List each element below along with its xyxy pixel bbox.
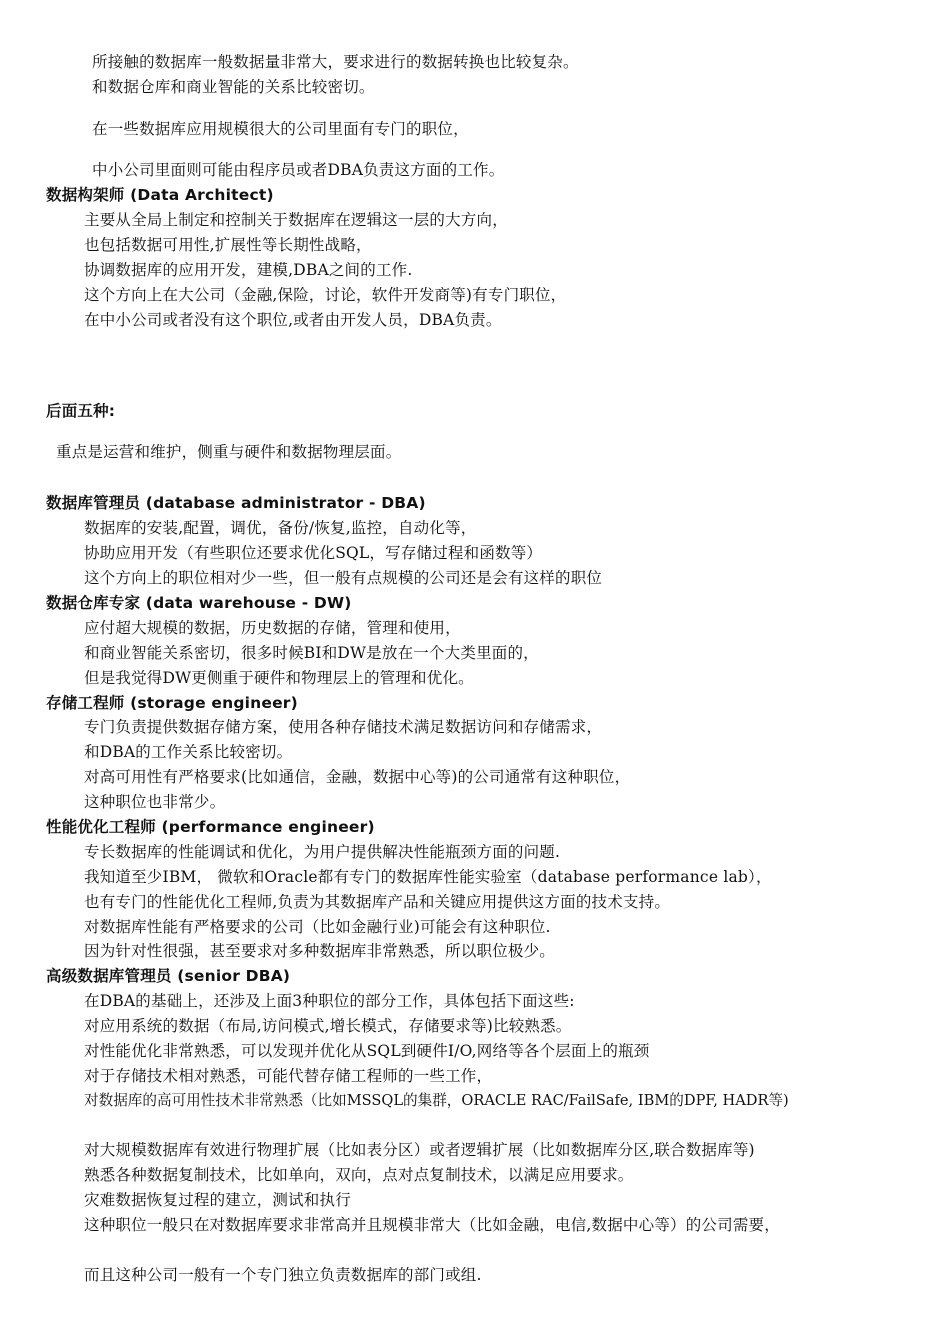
section-heading-storage: 存储工程师 (storage engineer) (46, 694, 298, 712)
architect-line-4: 这个方向上在大公司（金融,保险，讨论，软件开发商等)有专门职位， (84, 286, 567, 304)
storage-line-3: 对高可用性有严格要求(比如通信，金融，数据中心等)的公司通常有这种职位， (84, 768, 631, 786)
architect-line-1: 主要从全局上制定和控制关于数据库在逻辑这一层的大方向， (84, 211, 508, 229)
senior-line-2: 对应用系统的数据（布局,访问模式,增长模式，存储要求等)比较熟悉。 (84, 1017, 572, 1035)
dba-line-1: 数据库的安装,配置，调优，备份/恢复,监控，自动化等， (84, 519, 477, 537)
section-heading-architect: 数据构架师 (Data Architect) (46, 186, 274, 204)
dw-line-3: 但是我觉得DW更侧重于硬件和物理层上的管理和优化。 (84, 669, 474, 687)
section-heading-dw: 数据仓库专家 (data warehouse - DW) (46, 594, 352, 612)
dba-line-2: 协助应用开发（有些职位还要求优化SQL，写存储过程和函数等） (84, 544, 543, 562)
architect-line-3: 协调数据库的应用开发，建模,DBA之间的工作. (84, 261, 413, 279)
senior-line-6: 对大规模数据库有效进行物理扩展（比如表分区）或者逻辑扩展（比如数据库分区,联合数据库等) (84, 1141, 755, 1159)
senior-line-9: 这种职位一般只在对数据库要求非常高并且规模非常大（比如金融，电信,数据中心等）的公司需要， (84, 1216, 780, 1234)
section-heading-senior-dba: 高级数据库管理员 (senior DBA) (46, 967, 291, 985)
section-heading-five: 后面五种: (46, 402, 116, 420)
senior-line-8: 灾难数据恢复过程的建立，测试和执行 (84, 1191, 351, 1209)
senior-line-10: 而且这种公司一般有一个专门独立负责数据库的部门或组. (84, 1266, 482, 1284)
perf-line-2: 我知道至少IBM， 微软和Oracle都有专门的数据库性能实验室（database performance lab）， (84, 868, 772, 886)
perf-line-3: 也有专门的性能优化工程师,负责为其数据库产品和关键应用提供这方面的技术支持。 (84, 893, 671, 911)
perf-line-4: 对数据库性能有严格要求的公司（比如金融行业)可能会有这种职位. (84, 918, 551, 936)
senior-line-4: 对于存储技术相对熟悉，可能代替存储工程师的一些工作， (84, 1067, 493, 1085)
architect-line-5: 在中小公司或者没有这个职位,或者由开发人员，DBA负责。 (84, 311, 502, 329)
senior-line-1: 在DBA的基础上，还涉及上面3种职位的部分工作，具体包括下面这些: (84, 992, 575, 1010)
senior-line-3: 对性能优化非常熟悉，可以发现并优化从SQL到硬件I/O,网络等各个层面上的瓶颈 (84, 1042, 650, 1060)
senior-line-7: 熟悉各种数据复制技术，比如单向，双向，点对点复制技术，以满足应用要求。 (84, 1166, 634, 1184)
storage-line-1: 专门负责提供数据存储方案，使用各种存储技术满足数据访问和存储需求， (84, 718, 603, 736)
dw-line-1: 应付超大规模的数据，历史数据的存储，管理和使用， (84, 619, 461, 637)
section-heading-dba: 数据库管理员 (database administrator - DBA) (46, 494, 426, 512)
intro-line-4: 中小公司里面则可能由程序员或者DBA负责这方面的工作。 (92, 161, 505, 179)
intro-line-1: 所接触的数据库一般数据量非常大，要求进行的数据转换也比较复杂。 (92, 53, 579, 71)
intro-line-2: 和数据仓库和商业智能的关系比较密切。 (92, 78, 375, 96)
five-summary-line: 重点是运营和维护，侧重与硬件和数据物理层面。 (56, 443, 402, 461)
intro-line-3: 在一些数据库应用规模很大的公司里面有专门的职位， (92, 120, 469, 138)
dba-line-3: 这个方向上的职位相对少一些，但一般有点规模的公司还是会有这样的职位 (84, 569, 603, 587)
architect-line-2: 也包括数据可用性,扩展性等长期性战略， (84, 236, 372, 254)
senior-line-5: 对数据库的高可用性技术非常熟悉（比如MSSQL的集群，ORACLE RAC/FailSafe, IBM的DPF, HADR等) (84, 1092, 789, 1109)
section-heading-performance: 性能优化工程师 (performance engineer) (46, 818, 375, 836)
perf-line-1: 专长数据库的性能调试和优化，为用户提供解决性能瓶颈方面的问题. (84, 843, 561, 861)
storage-line-2: 和DBA的工作关系比较密切。 (84, 743, 293, 761)
dw-line-2: 和商业智能关系密切，很多时候BI和DW是放在一个大类里面的， (84, 644, 539, 662)
perf-line-5: 因为针对性很强，甚至要求对多种数据库非常熟悉，所以职位极少。 (84, 942, 556, 960)
storage-line-4: 这种职位也非常少。 (84, 793, 226, 811)
